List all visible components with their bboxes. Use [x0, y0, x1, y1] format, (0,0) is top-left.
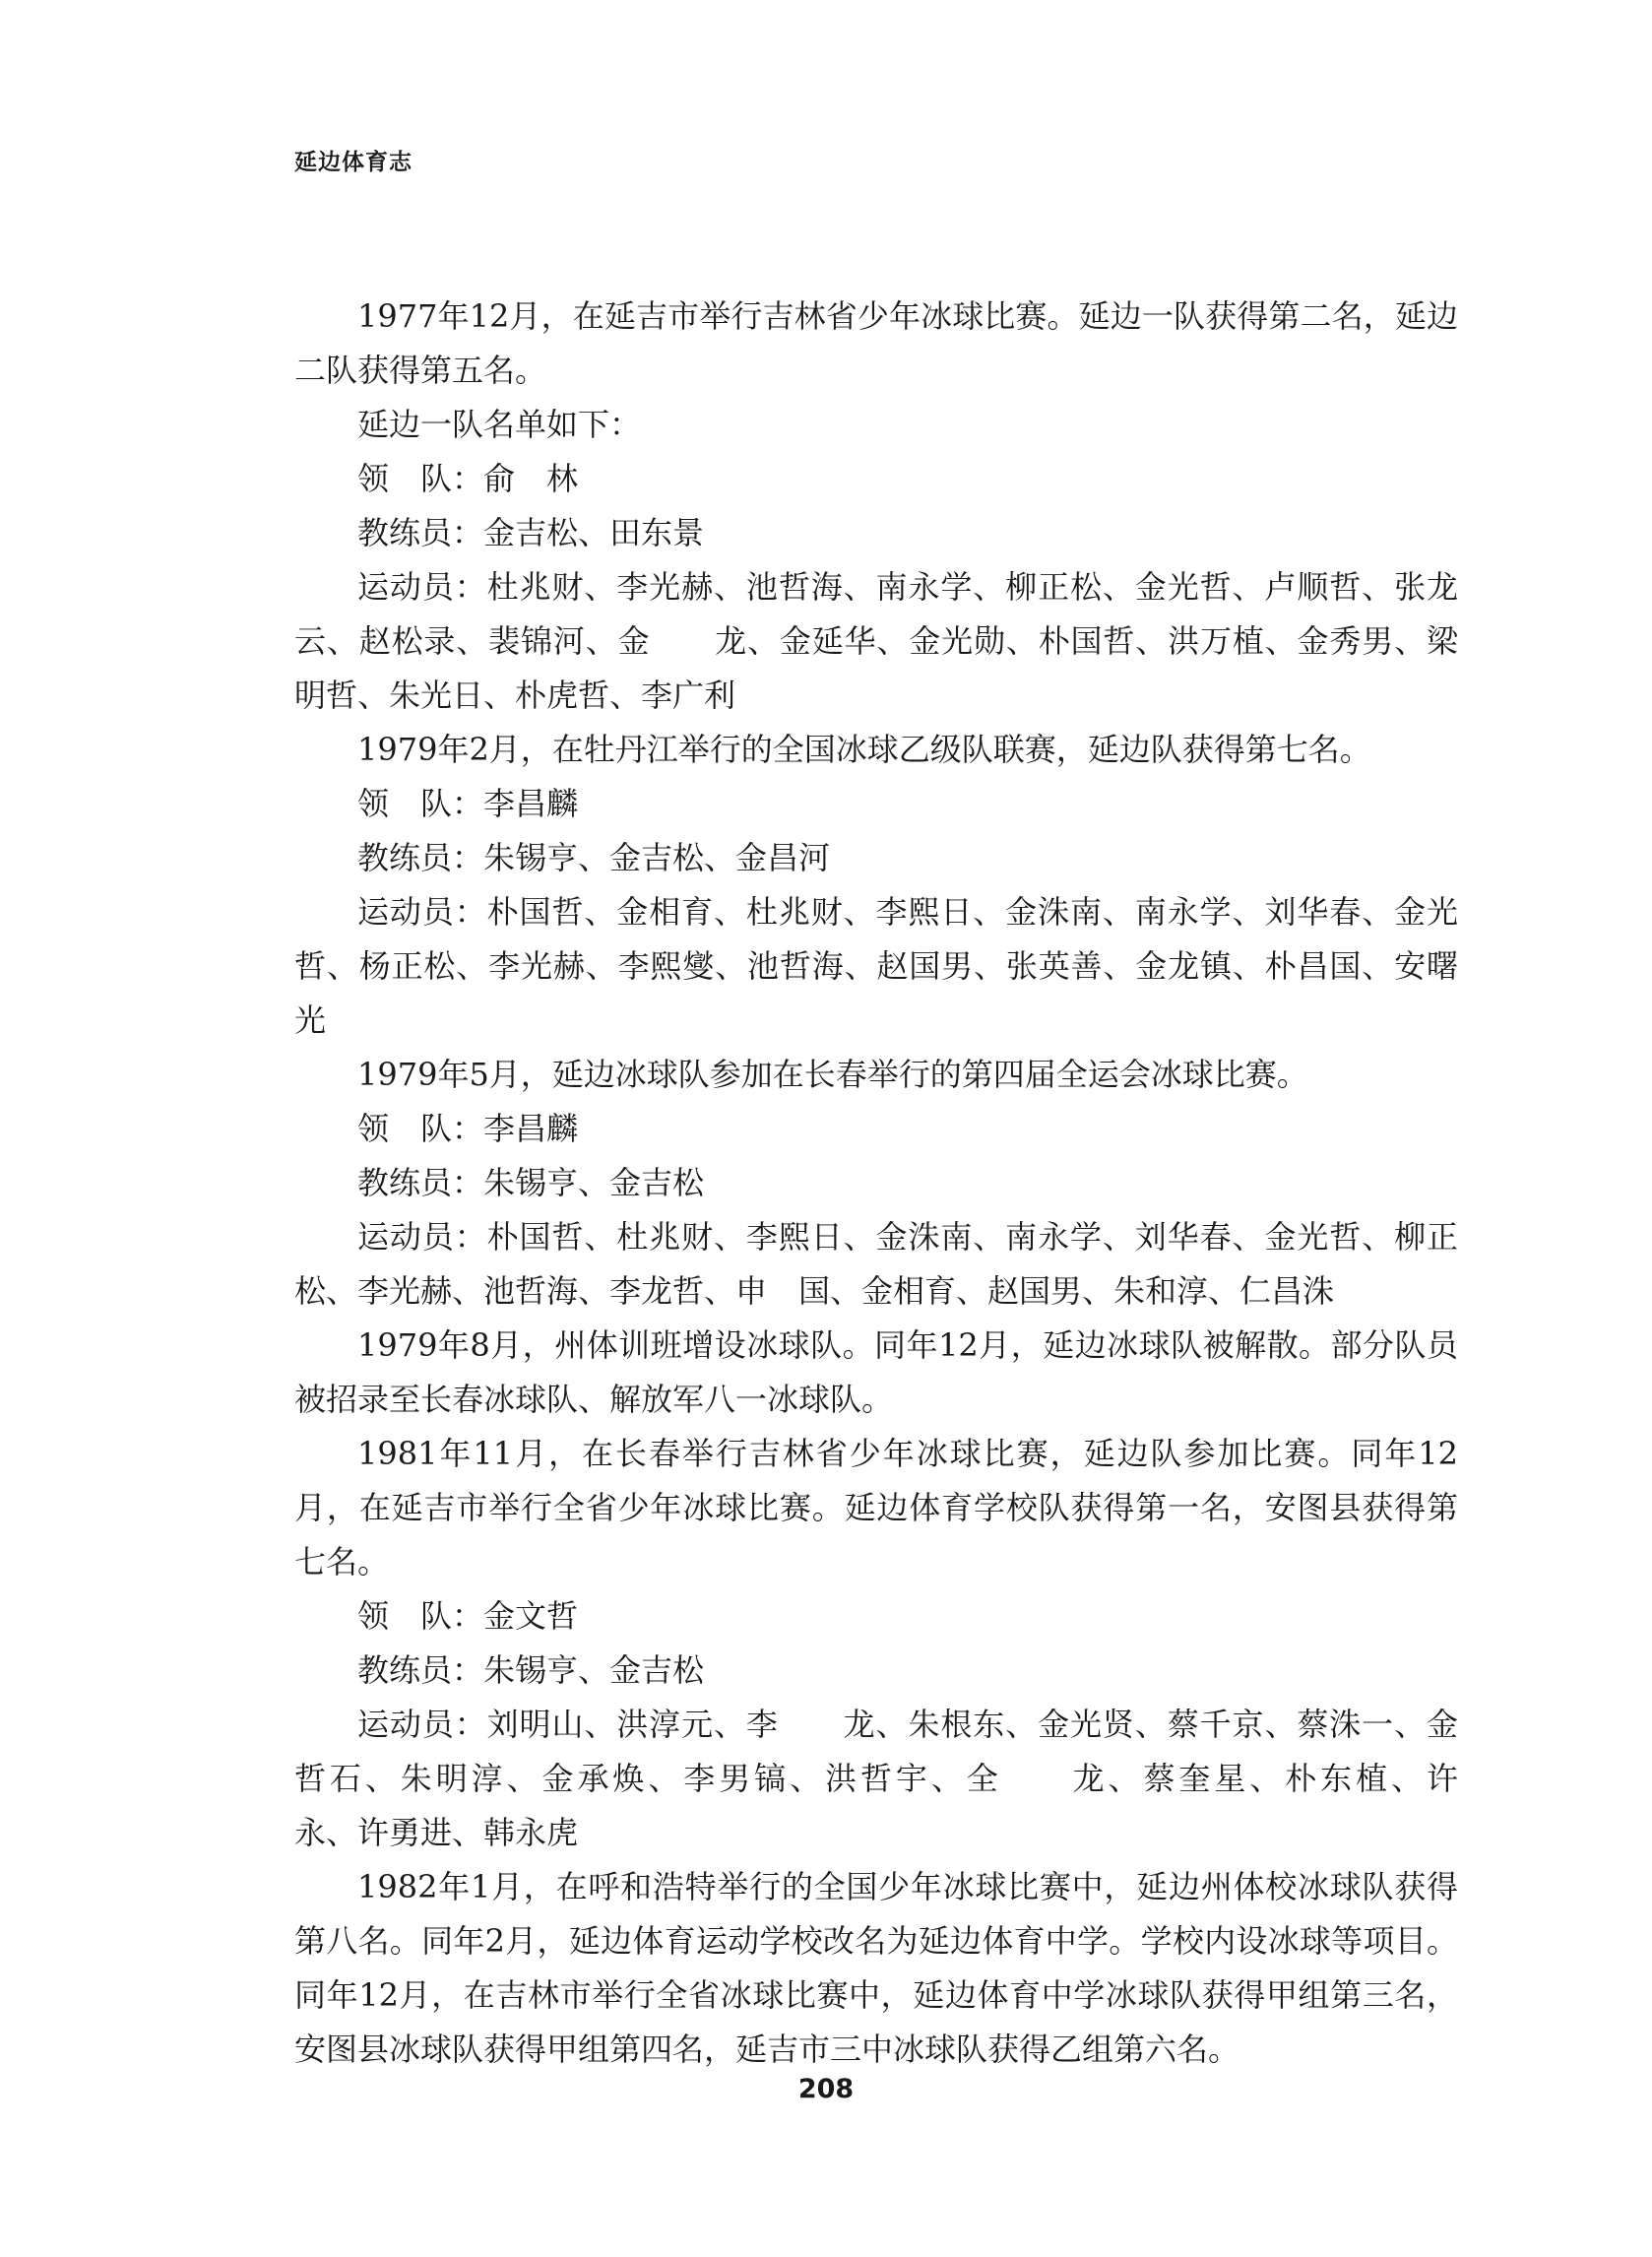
paragraph: 1979年5月，延边冰球队参加在长春举行的第四届全运会冰球比赛。 — [357, 1056, 1308, 1093]
paragraph: 领 队：金文哲 — [357, 1597, 579, 1635]
running-head-title: 延边体育志 — [294, 150, 413, 175]
paragraph: 1981年11月，在长春举行吉林省少年冰球比赛，延边队参加比赛。同年12月，在延吉市举行全省少年冰球比赛。延边体育学校队获得第一名，安图县获得第七名。 — [294, 1435, 1458, 1580]
paragraph: 教练员：朱锡亨、金吉松、金昌河 — [357, 839, 831, 876]
paragraph: 领 队：俞 林 — [357, 460, 579, 497]
paragraph: 领 队：李昌麟 — [357, 785, 579, 822]
body-text — [294, 290, 1522, 2077]
paragraph: 1979年2月，在牡丹江举行的全国冰球乙级队联赛，延边队获得第七名。 — [357, 731, 1371, 768]
paragraph: 运动员：刘明山、洪淳元、李 龙、朱根东、金光贤、蔡千京、蔡洙一、金哲石、朱明淳、金承焕、李男镐、洪哲宇、全 龙、蔡奎星、朴东植、许 永、许勇进、韩永虎 — [294, 1706, 1522, 1851]
page-number: 208 — [797, 2074, 855, 2104]
paragraph: 领 队：李昌麟 — [357, 1110, 579, 1147]
paragraph: 延边一队名单如下： — [357, 406, 642, 443]
paragraph: 运动员：杜兆财、李光赫、池哲海、南永学、柳正松、金光哲、卢顺哲、张龙云、赵松录、裴锦河、金 龙、金延华、金光勋、朴国哲、洪万植、金秀男、梁明哲、朱光日、朴虎哲、李广利 — [294, 568, 1458, 714]
paragraph: 1977年12月，在延吉市举行吉林省少年冰球比赛。延边一队获得第二名，延边二队获得第五名。 — [294, 297, 1458, 389]
paragraph: 教练员：金吉松、田东景 — [357, 514, 705, 551]
paragraph: 运动员：朴国哲、金相育、杜兆财、李熙日、金洙南、南永学、刘华春、金光哲、杨正松、李光赫、李熙燮、池哲海、赵国男、张英善、金龙镇、朴昌国、安曙光 — [294, 893, 1458, 1039]
paragraph: 教练员：朱锡亨、金吉松 — [357, 1164, 705, 1201]
paragraph: 教练员：朱锡亨、金吉松 — [357, 1651, 705, 1689]
paragraph: 1979年8月，州体训班增设冰球队。同年12月，延边冰球队被解散。部分队员被招录至长春冰球队、解放军八一冰球队。 — [294, 1326, 1458, 1418]
paragraph: 1982年1月，在呼和浩特举行的全国少年冰球比赛中，延边州体校冰球队获得第八名。同年2月，延边体育运动学校改名为延边体育中学。学校内设冰球等项目。同年12月，在吉林市举行全省冰球比赛中，延边体育中学冰球队获得甲组第三名，安图县冰球队获得甲组第四名，延吉市三中冰球队获得乙组第六名。 — [294, 1868, 1458, 2068]
paragraph: 运动员：朴国哲、杜兆财、李熙日、金洙南、南永学、刘华春、金光哲、柳正松、李光赫、池哲海、李龙哲、申 国、金相育、赵国男、朱和淳、仁昌洙 — [294, 1218, 1458, 1310]
